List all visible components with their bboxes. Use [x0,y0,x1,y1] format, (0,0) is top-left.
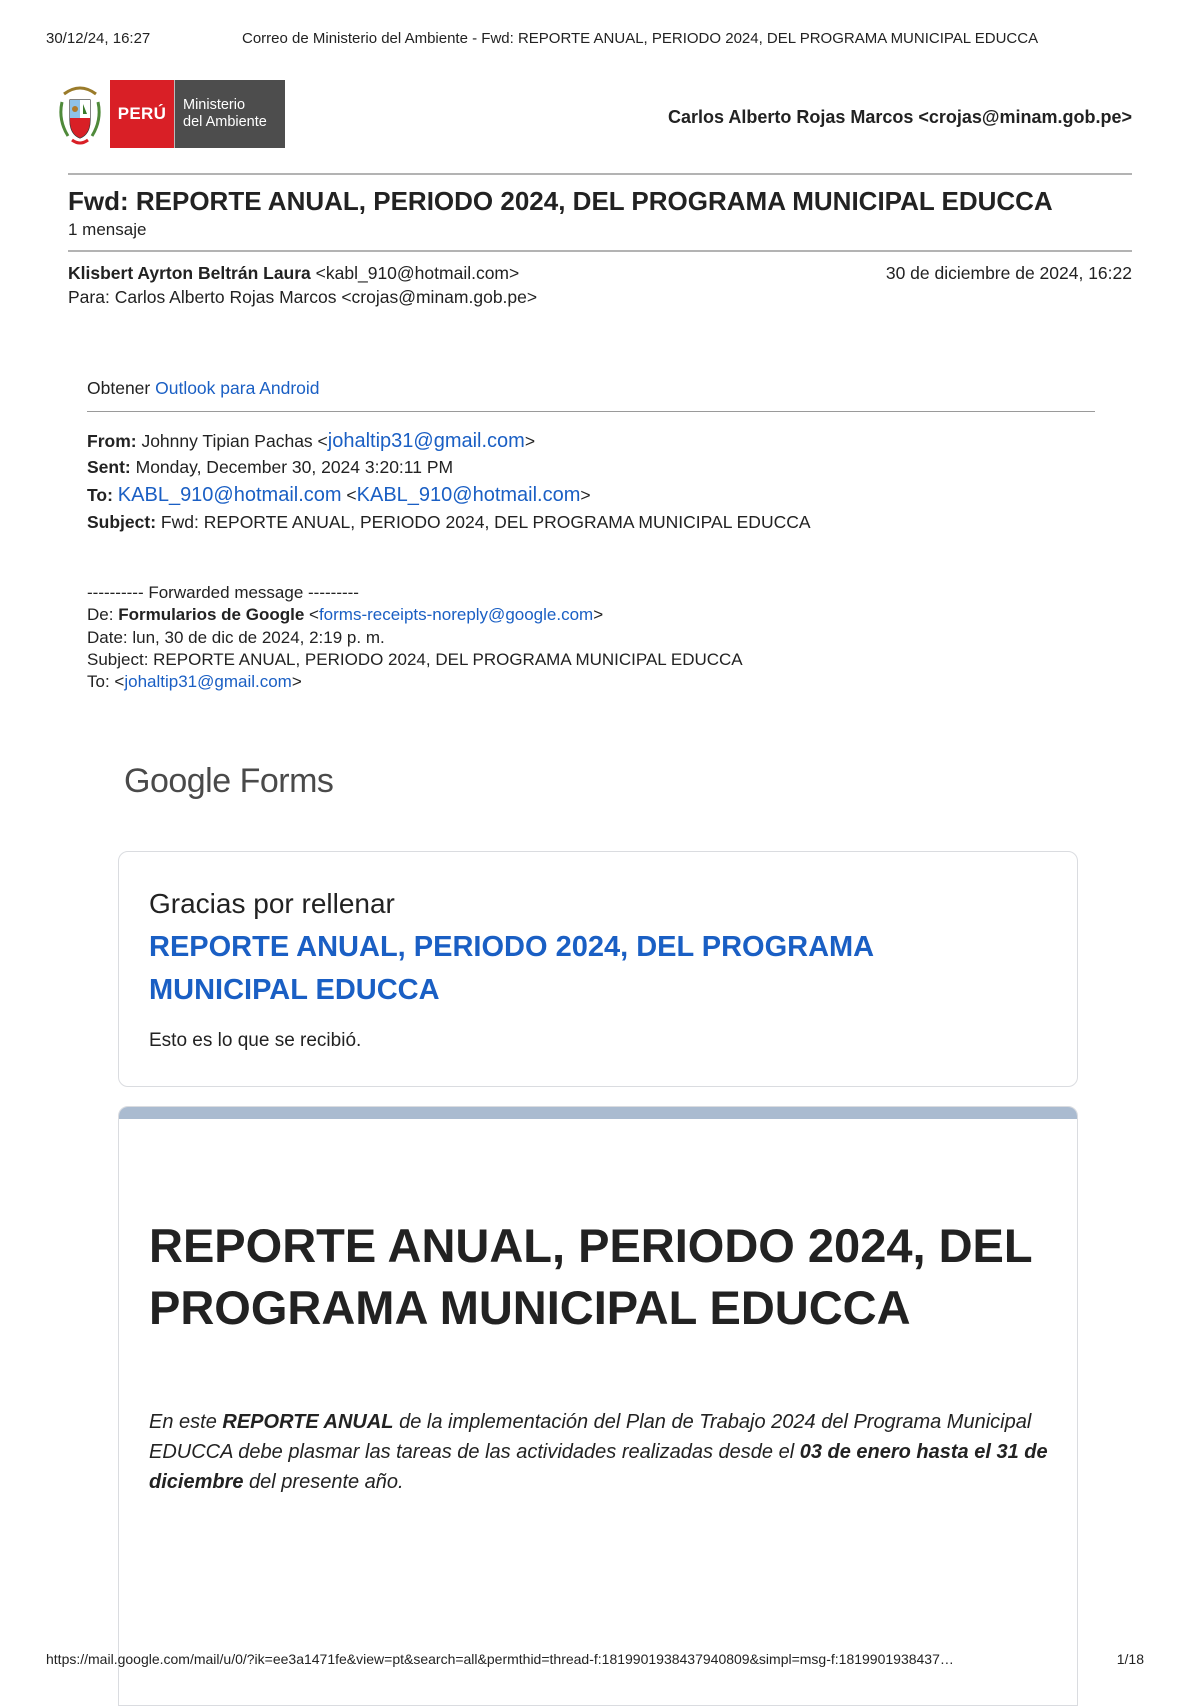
desc-part-2: de la implementación del Plan de Trabajo 2024 del Programa Municipal EDUCCA debe plasmar las tareas de las actividades realizadas desde el [149,1411,1032,1463]
forward-de-close: > [593,605,604,624]
ministry-line-2: del Ambiente [183,114,267,130]
print-datetime: 30/12/24, 16:27 [46,30,151,47]
account-name: Carlos Alberto Rojas Marcos <crojas@minam.gob.pe> [667,107,1132,127]
form-title: REPORTE ANUAL, PERIODO 2024, DEL PROGRAMA MUNICIPAL EDUCCA [149,1219,1032,1334]
to-link-1[interactable]: KABL_910@hotmail.com [117,484,342,506]
print-url: https://mail.google.com/mail/u/0/?ik=ee3a1471fe&view=pt&search=all&permthid=thread-f:1819901938437940809&simpl=msg-f:1819901938437… [46,1651,954,1667]
print-page-title: Correo de Ministerio del Ambiente - Fwd: REPORTE ANUAL, PERIODO 2024, DEL PROGRAMA MUNICIPAL EDUCCA [242,30,1039,47]
forward-de-name: Formularios de Google [118,605,305,624]
divider [68,250,1132,252]
to-mid: < [341,485,357,505]
outlook-subject [87,512,811,533]
card-accent-bar [119,1107,1078,1119]
desc-bold-1: REPORTE ANUAL [222,1411,394,1433]
sent-value: Monday, December 30, 2024 3:20:11 PM [135,457,454,477]
forward-separator: ---------- Forwarded message --------- [87,583,359,602]
sent-label: Sent: [87,457,131,477]
brand-google: Google [124,762,231,800]
ministry-logo [58,80,285,148]
forward-date: Date: lun, 30 de dic de 2024, 2:19 p. m. [87,628,385,647]
from-email-link[interactable]: johaltip31@gmail.com [327,430,525,452]
forward-to-close: > [291,672,302,691]
to-link-2[interactable]: KABL_910@hotmail.com [356,484,581,506]
sender-email: <kabl_910@hotmail.com> [315,263,520,283]
forward-to-label: To: < [87,672,125,691]
forward-to-email-link[interactable]: johaltip31@gmail.com [124,672,292,691]
outlook-android-link[interactable]: Outlook para Android [155,378,320,398]
forward-to [87,672,302,692]
from-label: From: [87,431,137,451]
divider [68,173,1132,175]
print-page-number: 1/18 [1111,1651,1144,1667]
forward-from [87,605,603,625]
received-text: Esto es lo que se recibió. [149,1030,362,1051]
message-count: 1 mensaje [68,220,147,239]
form-card [118,1106,1078,1706]
thanks-text: Gracias por rellenar [149,888,395,919]
to-recipient: Carlos Alberto Rojas Marcos <crojas@minam.gob.pe> [114,287,538,307]
thread-subject: Fwd: REPORTE ANUAL, PERIODO 2024, DEL PROGRAMA MUNICIPAL EDUCCA [68,186,1053,216]
subject-label: Subject: [87,512,157,532]
forward-de-label: De: [87,605,114,624]
from-name: Johnny Tipian Pachas < [141,431,328,451]
from-close: > [524,431,536,451]
obtain-outlook [87,378,320,399]
brand-forms: Forms [239,762,334,800]
desc-bold-2: 03 de enero hasta el 31 de diciembre [149,1441,1048,1493]
forms-email-link[interactable]: forms-receipts-noreply@google.com [318,605,594,624]
form-title-link[interactable]: REPORTE ANUAL, PERIODO 2024, DEL PROGRAMA MUNICIPAL EDUCCA [149,931,874,1006]
coat-of-arms-icon [58,80,102,148]
message-to [68,287,537,308]
obtain-prefix: Obtener [87,378,151,398]
forward-subject: Subject: REPORTE ANUAL, PERIODO 2024, DEL PROGRAMA MUNICIPAL EDUCCA [87,650,743,669]
outlook-from [87,430,535,453]
ministry-line-1: Ministerio [183,97,246,113]
sender-name: Klisbert Ayrton Beltrán Laura [68,263,311,283]
desc-part-3: del presente año. [243,1471,404,1493]
forward-de-open: < [304,605,319,624]
message-date: 30 de diciembre de 2024, 16:22 [885,263,1132,283]
thanks-card [118,851,1078,1087]
to-label: Para: [68,287,110,307]
message-from [68,263,519,284]
google-forms-logo [124,762,333,801]
to-close: > [580,485,591,505]
outlook-to [87,484,591,507]
outlook-to-label: To: [87,485,113,505]
desc-part-1: En este [149,1411,223,1433]
subject-value: Fwd: REPORTE ANUAL, PERIODO 2024, DEL PROGRAMA MUNICIPAL EDUCCA [160,512,811,532]
peru-label: PERÚ [110,80,174,148]
form-description [149,1407,1049,1497]
outlook-sent [87,457,453,478]
ministry-label [174,80,285,148]
divider [87,411,1095,412]
